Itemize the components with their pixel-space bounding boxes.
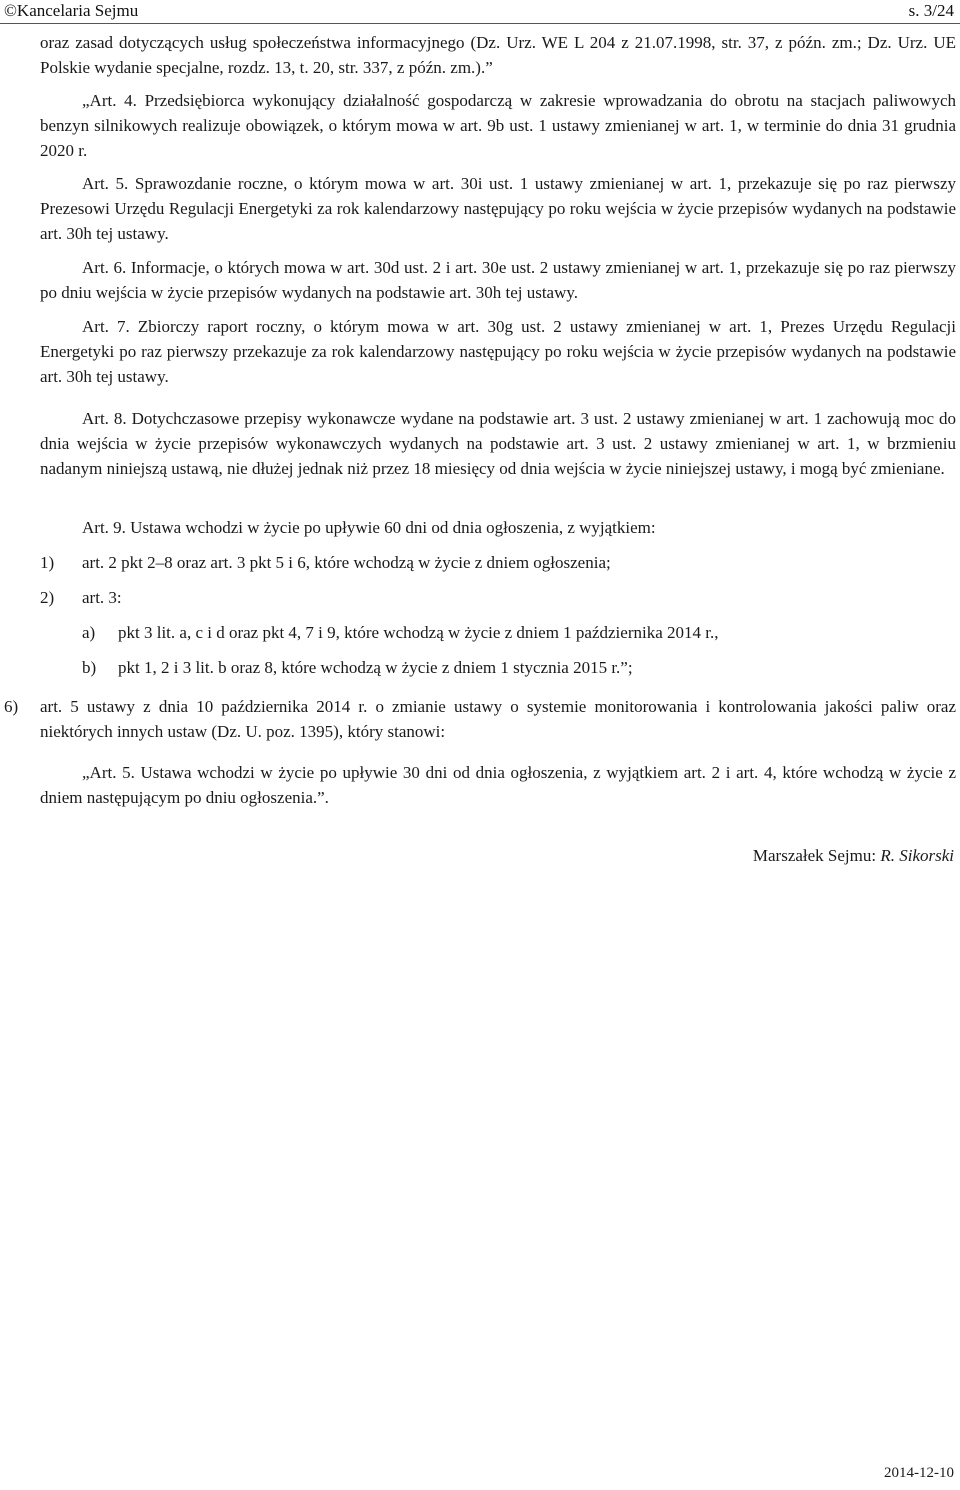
- list-marker: 6): [4, 697, 19, 716]
- signature: [753, 843, 954, 868]
- paragraph-art-8: Art. 8. Dotychczasowe przepisy wykonawcze wydane na podstawie art. 3 ust. 2 ustawy zmienianej w art. 1 zachowują moc do dnia wejścia w życie przepisów wykonawczych wydanych na podstawie art. 3 ust. 2 ustawy zmienianej w art. 1, w brzmieniu nadanym niniejszą ustawą, nie dłużej jednak niż przez 18 miesięcy od dnia wejścia w życie niniejszej ustawy, i mogą być zmieniane.: [40, 409, 956, 478]
- paragraph-continuation: oraz zasad dotyczących usług społeczeństwa informacyjnego (Dz. Urz. WE L 204 z 21.07.1998, str. 37, z późn. zm.; Dz. Urz. UE Polskie wydanie specjalne, rozdz. 13, t. 20, str. 337, z późn. zm.).”: [40, 33, 956, 77]
- signature-title: Marszałek Sejmu:: [752, 846, 881, 865]
- sublist-marker: b): [82, 658, 97, 677]
- header-publisher: ©Kancelaria Sejmu: [4, 1, 139, 20]
- list-item-text: art. 5 ustawy z dnia 10 października 2014 r. o zmianie ustawy o systemie monitorowania i kontrolowania jakości paliw oraz niektórych innych ustaw (Dz. U. poz. 1395), który stanowi:: [40, 697, 956, 741]
- list-marker: 1): [40, 553, 55, 572]
- paragraph-art-4: „Art. 4. Przedsiębiorca wykonujący działalność gospodarczą w zakresie wprowadzania do obrotu na stacjach paliwowych benzyn silnikowych realizuje obowiązek, o którym mowa w art. 9b ust. 1 ustawy zmienianej w art. 1, w terminie do dnia 31 grudnia 2020 r.: [40, 91, 956, 160]
- footer-date: 2014-12-10: [884, 1465, 954, 1481]
- sublist-marker: a): [82, 623, 96, 642]
- list-item-text: art. 2 pkt 2–8 oraz art. 3 pkt 5 i 6, które wchodzą w życie z dniem ogłoszenia;: [82, 553, 611, 572]
- quoted-provision: „Art. 5. Ustawa wchodzi w życie po upływie 30 dni od dnia ogłoszenia, z wyjątkiem art. 2 i art. 4, które wchodzą w życie z dniem następującym po dniu ogłoszenia.”.: [40, 763, 956, 807]
- paragraph-art-9: Art. 9. Ustawa wchodzi w życie po upływie 60 dni od dnia ogłoszenia, z wyjątkiem:: [82, 518, 656, 537]
- signature-name: R. Sikorski: [880, 846, 954, 865]
- list-marker: 2): [40, 588, 55, 607]
- sublist-item-text: pkt 3 lit. a, c i d oraz pkt 4, 7 i 9, które wchodzą w życie z dniem 1 października 2014 r.,: [118, 623, 719, 642]
- header-page-number: s. 3/24: [908, 1, 954, 20]
- paragraph-art-5: Art. 5. Sprawozdanie roczne, o którym mowa w art. 30i ust. 1 ustawy zmienianej w art. 1, przekazuje się po raz pierwszy Prezesowi Urzędu Regulacji Energetyki za rok kalendarzowy następujący po roku wejścia w życie przepisów wydanych na podstawie art. 30h tej ustawy.: [40, 174, 956, 243]
- header-divider: [0, 23, 960, 24]
- list-item-text: art. 3:: [82, 588, 122, 607]
- paragraph-art-7: Art. 7. Zbiorczy raport roczny, o którym mowa w art. 30g ust. 2 ustawy zmienianej w art. 1, Prezes Urzędu Regulacji Energetyki po raz pierwszy przekazuje za rok kalendarzowy następujący po roku wejścia w życie przepisów wydanych na podstawie art. 30h tej ustawy.: [40, 317, 956, 386]
- paragraph-art-6: Art. 6. Informacje, o których mowa w art. 30d ust. 2 i art. 30e ust. 2 ustawy zmienianej w art. 1, przekazuje się po raz pierwszy po dniu wejścia w życie przepisów wydanych na podstawie art. 30h tej ustawy.: [40, 258, 956, 302]
- sublist-item-text: pkt 1, 2 i 3 lit. b oraz 8, które wchodzą w życie z dniem 1 stycznia 2015 r.”;: [118, 658, 633, 677]
